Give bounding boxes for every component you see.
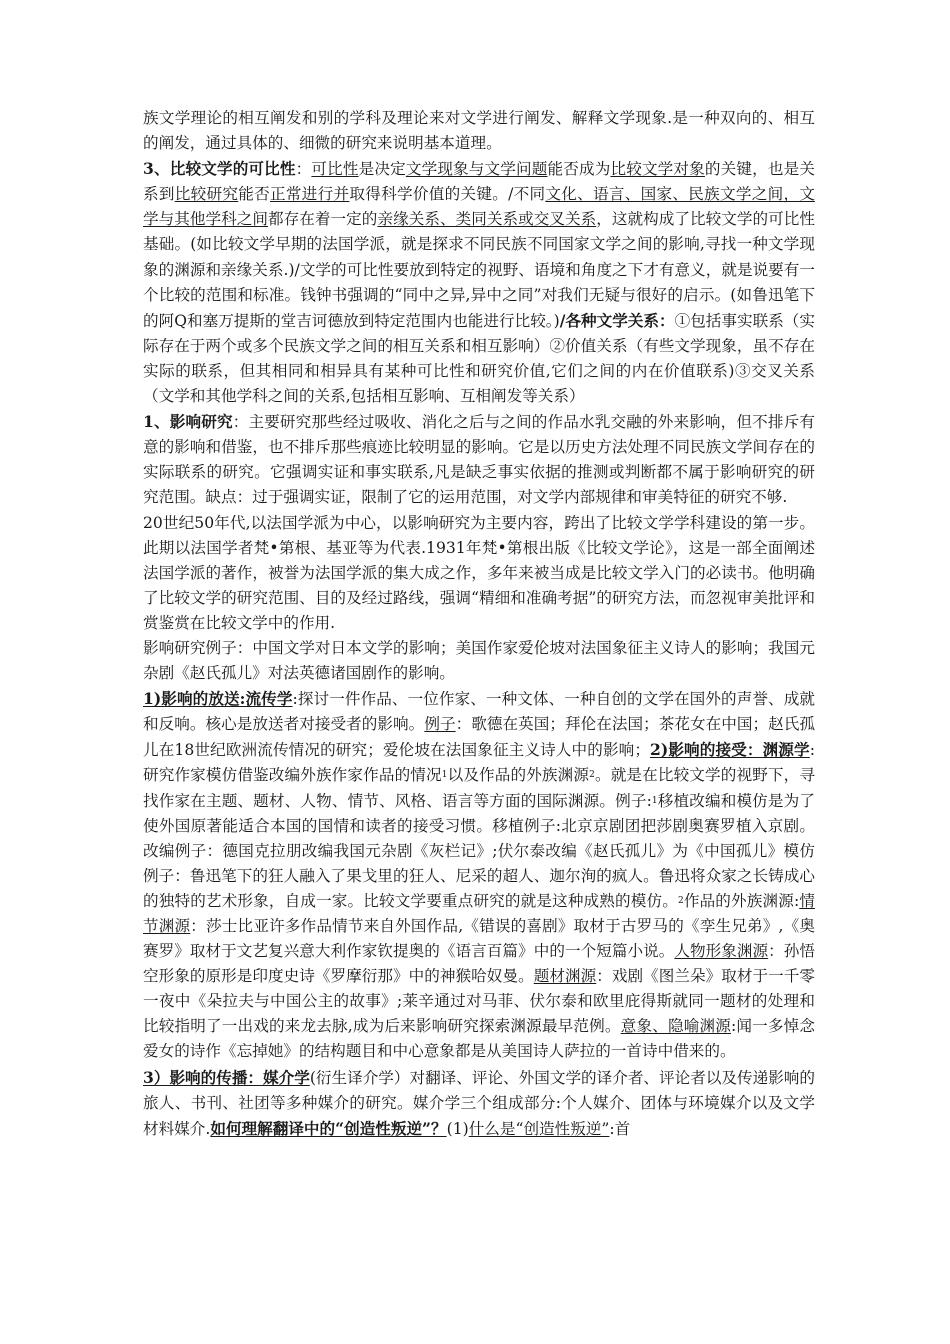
text: 都存在着一定的 bbox=[268, 210, 378, 229]
text: : bbox=[292, 690, 298, 709]
section-heading: 1)影响的放送:流传学 bbox=[143, 689, 293, 709]
footnote-marker: 1 bbox=[651, 795, 658, 806]
paragraph-comparability bbox=[143, 156, 815, 409]
underlined-term: 比较文学对象 bbox=[610, 160, 705, 179]
underlined-term: 例子 bbox=[424, 715, 456, 734]
footnote-marker: 2 bbox=[677, 895, 684, 906]
footnote-marker: 2 bbox=[589, 770, 595, 781]
text: 是决定 bbox=[358, 160, 406, 179]
underlined-term: 文学现象与文学问题 bbox=[405, 160, 548, 179]
document-page bbox=[143, 106, 815, 1142]
underlined-term: 意象、隐喻渊源 bbox=[620, 1017, 731, 1036]
underlined-term: 比较研究 bbox=[174, 185, 239, 204]
paragraph-doxology-crenology bbox=[143, 686, 815, 1064]
paragraph-mesology bbox=[143, 1065, 815, 1142]
text: (1) bbox=[446, 1119, 469, 1138]
underlined-term: 情节渊源 bbox=[143, 891, 815, 935]
paragraph-interpretation-end bbox=[143, 106, 815, 156]
underlined-term: 亲缘关系、类同关系或交叉关系 bbox=[377, 210, 597, 229]
text: 探讨一件作品、一位作家、一种文体、一种自创的文学在国外的声誉、成就和反响。核心是放送者对接受者的影响。 bbox=[143, 690, 815, 734]
paragraph-influence-examples bbox=[143, 636, 815, 686]
section-heading: 3、比较文学的可比性 bbox=[143, 159, 296, 179]
section-heading: 3）影响的传播：媒介学 bbox=[143, 1067, 310, 1087]
text: :首 bbox=[609, 1119, 631, 1138]
text: : bbox=[809, 741, 816, 760]
text: ①包括事实联系（实际存在于两个或多个民族文学之间的相互关系和相互影响）②价值关系（有些文学现象，虽不存在实际的联系，但其相同和相异具有某种可比性和研究价值,它们之间的内在价值联系)③交叉关系（文学和其他学科之间的关系,包括相互影响、互相阐发等关系） bbox=[143, 311, 815, 406]
text: ：歌德在英国；拜伦在法国；茶花女在中国；赵氏孤儿在18世纪欧洲流传情况的研究；爱伦坡在法国象征主义诗人中的影响； bbox=[143, 715, 815, 760]
text: 影响研究例子：中国文学对日本文学的影响；美国作家爱伦坡对法国象征主义诗人的影响；我国元杂剧《赵氏孤儿》对法英德诸国剧作的影响。 bbox=[143, 638, 815, 683]
text: ：莎士比亚许多作品情节来自外国作品,《错误的喜剧》取材于古罗马的《孪生兄弟》,《奥赛罗》取材于文艺复兴意大利作家钦提奥的《语言百篇》中的一个短篇小说。 bbox=[143, 917, 815, 961]
text: 移植改编和模仿是为了使外国原著能适合本国的国情和读者的接受习惯。移植例子:北京京剧团把莎剧奥赛罗植入京剧。改编例子：德国克拉朋改编我国元杂剧《灰栏记》;伏尔泰改编《赵氏孤儿》为《中国孤儿》模仿例子：鲁迅笔下的狂人融入了果戈里的狂人、尼采的超人、迦尔洵的疯人。鲁迅将众家之长铸成心的独特的艺术形象，自成一家。比较文学要重点研究的就是这种成熟的模仿。 bbox=[143, 791, 815, 910]
paragraph-influence-study bbox=[143, 409, 815, 510]
text: ： bbox=[295, 160, 312, 179]
text: ，这就构成了比较文学的可比性基础。(如比较文学早期的法国学派，就是探求不同民族不同国家文学之间的影响,寻找一种文学现象的渊源和亲缘关系.)/文学的可比性要放到特定的视野、语境和角度之下才有意义，就是说要有一个比较的范围和标准。钱钟书强调的“同中之异,异中之同”对我们无疑与很好的启示。(如鲁迅笔下的阿Q和塞万提斯的堂吉诃德放到特定范围内也能进行比较。) bbox=[143, 210, 815, 330]
question-heading: 如何理解翻译中的“创造性叛逆”？ bbox=[210, 1118, 447, 1138]
underlined-term: 人物形象渊源 bbox=[674, 942, 769, 961]
text: 以及作品的外族渊源 bbox=[447, 766, 590, 785]
underlined-term: 可比性 bbox=[311, 160, 359, 179]
section-heading: 2)影响的接受：渊源学 bbox=[649, 740, 810, 760]
paragraph-french-school bbox=[143, 511, 815, 636]
text: (衍生译介学）对翻译、评论、外国文学的译介者、评论者以及传递影响的旅人、书刊、社团等多种媒介的研究。媒介学三个组成部分:个人媒介、团体与环境媒介以及文学材料媒介. bbox=[143, 1068, 815, 1138]
text: 作品的外族渊源: bbox=[683, 891, 800, 910]
underlined-term: 文化、语言、国家、民族文学之间，文学与其他学科之间 bbox=[143, 185, 815, 229]
text: :闻一多悼念爱女的诗作《忘掉她》的结构题目和中心意象都是从美国诗人萨拉的一首诗中借来的。 bbox=[143, 1017, 815, 1061]
text: 族文学理论的相互阐发和别的学科及理论来对文学进行阐发、解释文学现象.是一种双向的、相互的阐发，通过具体的、细微的研究来说明基本道理。 bbox=[143, 109, 815, 153]
text: ：孙悟空形象的原形是印度史诗《罗摩衍那》中的神猴哈奴曼。 bbox=[143, 942, 815, 986]
underlined-term: 什么是“创造性叛逆” bbox=[468, 1119, 610, 1138]
text: 。就是在比较文学的视野下，寻找作家在主题、题材、人物、情节、风格、语言等方面的国际渊源。例子: bbox=[143, 766, 815, 810]
underlined-term: 正常进行并 bbox=[270, 185, 350, 204]
underlined-term: 题材渊源 bbox=[533, 967, 597, 986]
text: 能否成为 bbox=[547, 160, 611, 179]
text: 取得科学价值的关键。/不同 bbox=[349, 185, 546, 204]
text: 20世纪50年代,以法国学派为中心，以影响研究为主要内容，跨出了比较文学学科建设的第一步。此期以法国学者梵•第根、基亚等为代表.1931年梵•第根出版《比较文学论》，这是一部全面阐述法国学派的著作，被誉为法国学派的集大成之作，多年来被当成是比较文学入门的必读书。他明确了比较文学的研究范围、目的及经过路线，强调“精细和准确考据”的研究方法，而忽视审美批评和赏鉴赏在比较文学中的作用. bbox=[143, 513, 815, 632]
subheading: /各种文学关系： bbox=[559, 310, 675, 330]
text: 的关键，也是关系到 bbox=[143, 160, 815, 204]
text: ：戏剧《图兰朵》取材于一千零一夜中《朵拉夫与中国公主的故事》;莱辛通过对马菲、伏尔泰和欧里庇得斯就同一题材的处理和比较指明了一出戏的来龙去脉,成为后来影响研究探索渊源最早范例。 bbox=[143, 967, 815, 1036]
text: ：主要研究那些经过吸收、消化之后与之间的作品水乳交融的外来影响，但不排斥有意的影响和借鉴，也不排斥那些痕迹比较明显的影响。它是以历史方法处理不同民族文学间存在的实际联系的研究。它强调实证和事实联系,凡是缺乏事实依据的推测或判断都不属于影响研究的研究范围。缺点：过于强调实证，限制了它的运用范围，对文学内部规律和审美特征的研究不够. bbox=[143, 413, 815, 507]
section-heading: 1、影响研究 bbox=[143, 412, 233, 432]
text: 研究作家模仿借鉴改编外族作家作品的情况 bbox=[143, 766, 442, 785]
footnote-marker: 1 bbox=[441, 770, 448, 781]
text: 能否 bbox=[238, 185, 270, 204]
